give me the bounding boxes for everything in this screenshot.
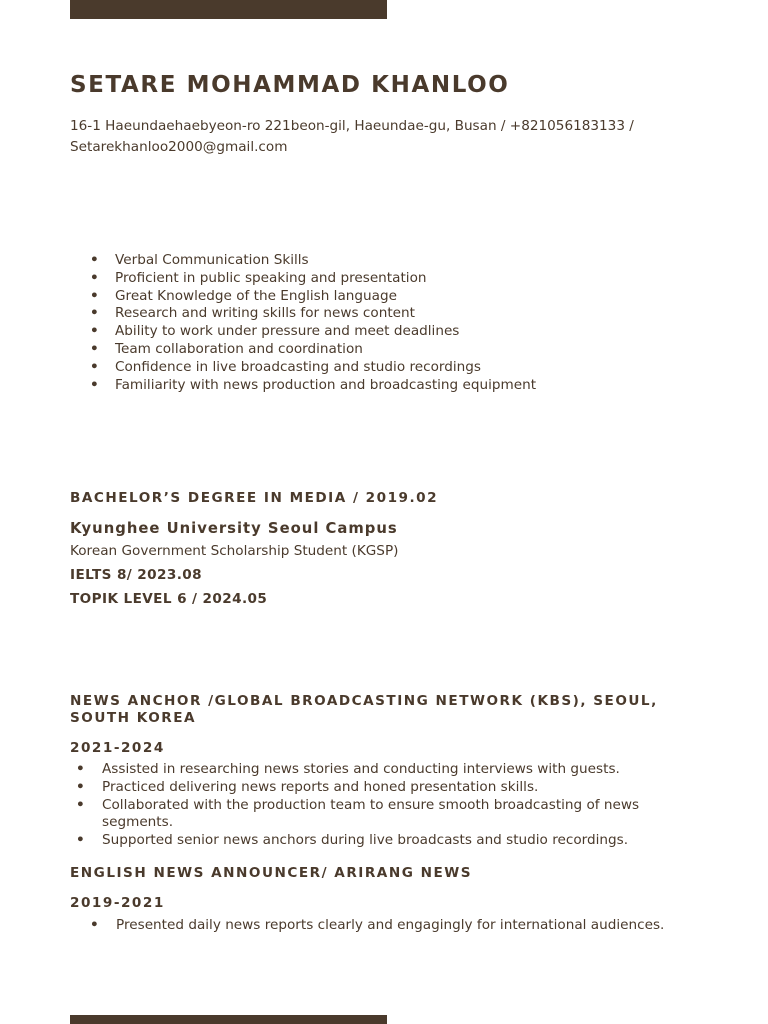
job-title-kbs: NEWS ANCHOR /GLOBAL BROADCASTING NETWORK (KBS), SEOUL, SOUTH KOREA	[70, 693, 658, 726]
skill-item: • Proficient in public speaking and presentation	[90, 269, 427, 286]
bullet-icon: •	[76, 796, 85, 813]
bottom-decorative-bar	[70, 1015, 387, 1024]
contact-info	[70, 116, 690, 158]
job-period-kbs: 2021-2024	[70, 740, 165, 756]
skills-list	[90, 252, 710, 394]
bullet-icon: •	[90, 305, 99, 322]
skill-item: • Familiarity with news production and broadcasting equipment	[90, 376, 537, 393]
bullet-icon: •	[76, 832, 85, 849]
skill-item: • Verbal Communication Skills	[90, 252, 309, 268]
bullet-icon: •	[90, 340, 99, 357]
job-title-arirang: ENGLISH NEWS ANNOUNCER/ ARIRANG NEWS	[70, 865, 473, 881]
bullet-icon: •	[90, 287, 99, 304]
skill-item: • Great Knowledge of the English language	[90, 287, 397, 304]
bullet-icon: •	[90, 358, 99, 375]
top-decorative-bar	[70, 0, 387, 19]
job-period-arirang: 2019-2021	[70, 895, 165, 911]
resume-name: SETARE MOHAMMAD KHANLOO	[70, 72, 510, 98]
bullet-icon: •	[90, 252, 99, 268]
skill-item: • Research and writing skills for news content	[90, 305, 415, 322]
job-duty-item: • Collaborated with the production team to ensure smooth broadcasting of news segments.	[76, 796, 640, 831]
education-scholarship: Korean Government Scholarship Student (KGSP)	[70, 543, 399, 559]
job-duty-item: • Assisted in researching news stories and conducting interviews with guests.	[76, 761, 620, 777]
education-degree-heading: BACHELOR’S DEGREE IN MEDIA / 2019.02	[70, 490, 439, 506]
job-duty-item: • Practiced delivering news reports and honed presentation skills.	[76, 778, 539, 795]
job-duties-kbs	[76, 761, 676, 850]
education-school: Kyunghee University Seoul Campus	[70, 520, 398, 537]
bullet-icon: •	[76, 778, 85, 795]
skill-item: • Team collaboration and coordination	[90, 340, 363, 357]
contact-address-phone: 16-1 Haeundaehaebyeon-ro 221beon-gil, Haeundae-gu, Busan / +821056183133 /	[70, 118, 634, 134]
ielts-score: IELTS 8/ 2023.08	[70, 567, 203, 583]
job-duties-arirang	[90, 917, 710, 935]
bullet-icon: •	[90, 917, 99, 933]
job-duty-item: • Supported senior news anchors during live broadcasts and studio recordings.	[76, 832, 629, 849]
bullet-icon: •	[90, 269, 99, 286]
bullet-icon: •	[90, 323, 99, 340]
skill-item: • Ability to work under pressure and meet deadlines	[90, 323, 460, 340]
topik-level: TOPIK LEVEL 6 / 2024.05	[70, 591, 268, 607]
bullet-icon: •	[76, 761, 85, 777]
contact-email: Setarekhanloo2000@gmail.com	[70, 139, 288, 155]
bullet-icon: •	[90, 376, 99, 393]
skill-item: • Confidence in live broadcasting and studio recordings	[90, 358, 481, 375]
job-duty-item: • Presented daily news reports clearly and engagingly for international audiences.	[90, 917, 665, 933]
